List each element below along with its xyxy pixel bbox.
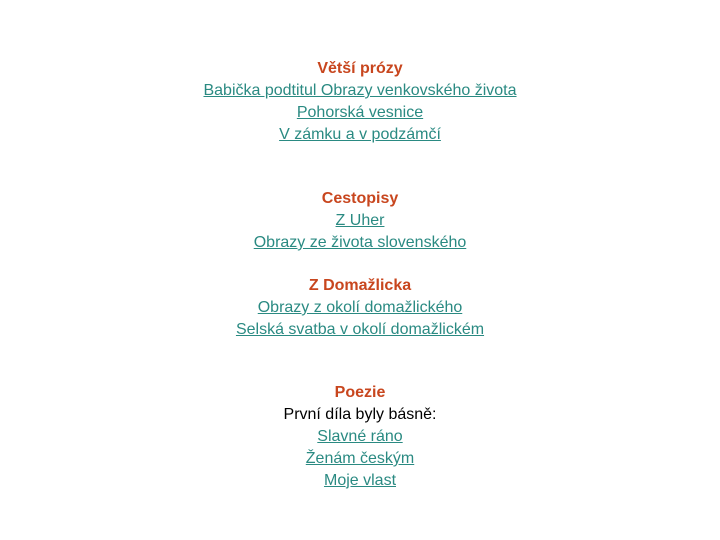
- link-moje-vlast[interactable]: Moje vlast: [323, 472, 397, 489]
- section-poetry: [0, 382, 720, 492]
- link-z-uher[interactable]: Z Uher: [335, 212, 385, 229]
- link-obrazy-z-okoli[interactable]: Obrazy z okolí domažlického: [257, 299, 463, 316]
- link-zenam-ceskym[interactable]: Ženám českým: [305, 450, 415, 467]
- link-obrazy-ze-zivota[interactable]: Obrazy ze života slovenského: [253, 234, 467, 251]
- link-slavne-rano[interactable]: Slavné ráno: [317, 428, 403, 445]
- section-domazlicko: [0, 275, 720, 341]
- section-travel: [0, 188, 720, 254]
- poetry-intro: První díla byly básně:: [283, 406, 437, 423]
- heading-poetry: Poezie: [334, 384, 386, 401]
- link-selska-svatba[interactable]: Selská svatba v okolí domažlickém: [235, 321, 485, 338]
- section-prose: [0, 58, 720, 146]
- heading-travel: Cestopisy: [321, 190, 399, 207]
- link-pohorska-vesnice[interactable]: Pohorská vesnice: [296, 104, 424, 121]
- heading-domazlicko: Z Domažlicka: [308, 277, 412, 294]
- heading-prose: Větší prózy: [317, 60, 403, 77]
- link-babicka[interactable]: Babička podtitul Obrazy venkovského života: [203, 82, 517, 99]
- link-v-zamku[interactable]: V zámku a v podzámčí: [279, 126, 441, 143]
